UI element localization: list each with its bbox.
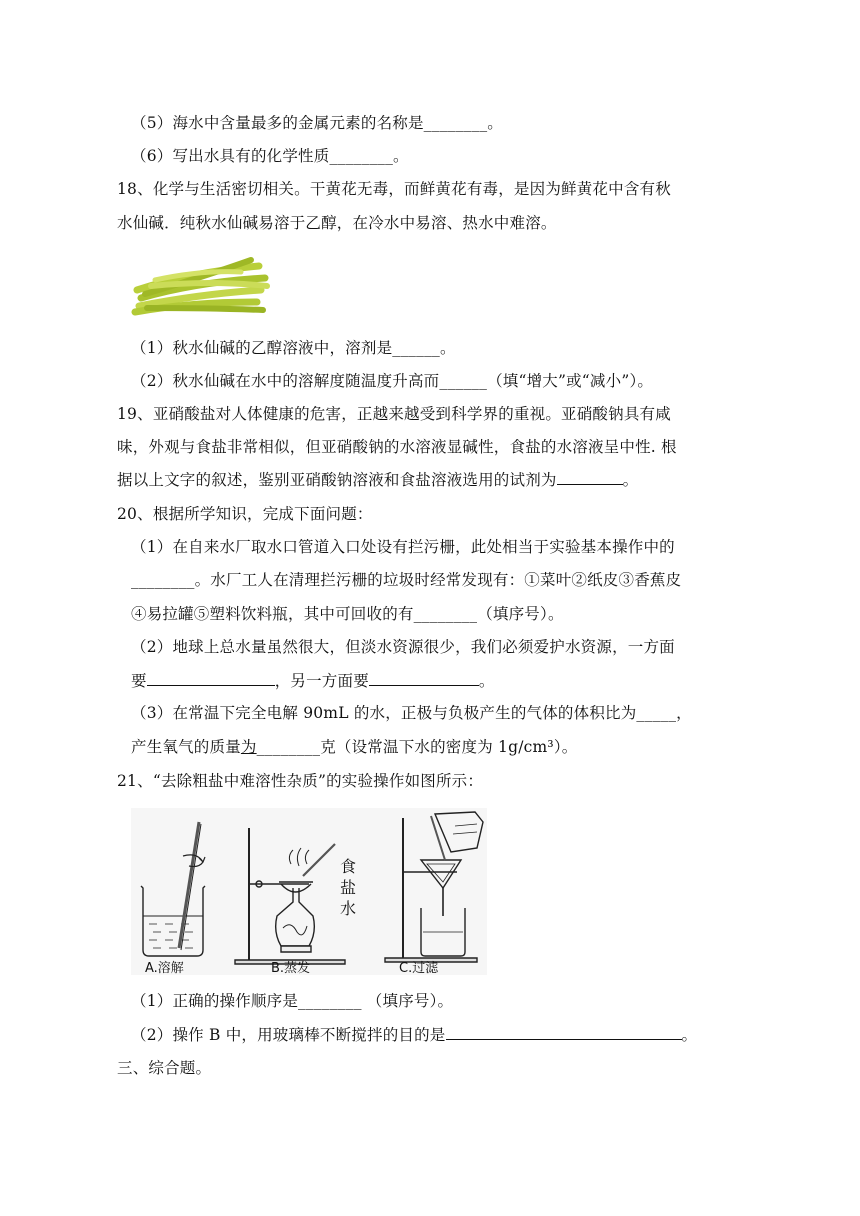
question-18-1: （1）秋水仙碱的乙醇溶液中，溶剂是______。	[131, 339, 456, 357]
question-18-stem-line2: 水仙碱．纯秋水仙碱易溶于乙醇，在冷水中易溶、热水中难溶。	[117, 214, 557, 232]
period: 。	[478, 672, 495, 690]
period: 。	[622, 471, 639, 489]
question-19-line3	[117, 470, 638, 490]
question-20-stem: 20、根据所学知识，完成下面问题：	[117, 505, 373, 523]
side-label-shi: 食	[340, 857, 357, 876]
question-18-2: （2）秋水仙碱在水中的溶解度随温度升高而______（填“增大”或“减小”）。	[131, 372, 654, 390]
question-19-line2: 味，外观与食盐非常相似，但亚硝酸钠的水溶液显碱性，食盐的水溶液呈中性. 根	[117, 438, 677, 456]
salt-purification-figure	[131, 808, 487, 975]
side-label-yan: 盐	[340, 878, 357, 897]
answer-blank	[557, 470, 623, 485]
question-18-stem-line1: 18、化学与生活密切相关。干黄花无毒，而鲜黄花有毒，是因为鲜黄花中含有秋	[117, 180, 671, 198]
question-20-1-line3: ④易拉罐⑤塑料饮料瓶，其中可回收的有________（填序号）。	[131, 605, 564, 623]
side-label-shui: 水	[340, 899, 357, 918]
label-c-filter: C.过滤	[399, 961, 439, 975]
question-20-2-line2	[131, 671, 495, 691]
text-oxygen-mass: 产生氧气的质量	[131, 738, 241, 756]
answer-blank-2	[369, 671, 479, 686]
text-gram: ________克（设常温下水的密度为 1g/cm³）。	[256, 738, 578, 756]
label-a-dissolve: A.溶解	[145, 961, 184, 975]
question-21-2	[131, 1025, 697, 1045]
daylily-image	[131, 250, 271, 320]
question-17-6: （6）写出水具有的化学性质________。	[131, 147, 409, 165]
period: 。	[681, 1026, 698, 1044]
section-three-heading: 三、综合题。	[117, 1059, 212, 1077]
question-21-stem: 21、“去除粗盐中难溶性杂质”的实验操作如图所示：	[117, 772, 484, 790]
question-17-5: （5）海水中含量最多的金属元素的名称是________。	[131, 114, 503, 132]
question-20-2-line1: （2）地球上总水量虽然很大，但淡水资源很少，我们必须爱护水资源，一方面	[131, 638, 675, 656]
text-another: ，另一方面要	[274, 672, 369, 690]
question-20-3-line1: （3）在常温下完全电解 90mL 的水，正极与负极产生的气体的体积比为_____，	[131, 704, 692, 722]
question-20-1-line1: （1）在自来水厂取水口管道入口处设有拦污栅，此处相当于实验基本操作中的	[131, 538, 675, 556]
question-19-line1: 19、亚硝酸盐对人体健康的危害，正越来越受到科学界的重视。亚硝酸钠具有咸	[117, 405, 671, 423]
answer-blank	[446, 1025, 682, 1040]
label-b-evaporate: B.蒸发	[271, 961, 311, 975]
answer-blank-1	[147, 671, 275, 686]
question-21-2-text: （2）操作 B 中，用玻璃棒不断搅拌的目的是	[131, 1026, 446, 1044]
question-20-1-line2: ________。水厂工人在清理拦污栅的垃圾时经常发现有：①菜叶②纸皮③香蕉皮	[131, 571, 682, 589]
question-19-line3-text: 据以上文字的叙述，鉴别亚硝酸钠溶液和食盐溶液选用的试剂为	[117, 471, 557, 489]
text-yao: 要	[131, 672, 147, 690]
question-20-3-line2	[131, 737, 578, 757]
question-21-1: （1）正确的操作顺序是________ （填序号）。	[131, 992, 454, 1010]
text-wei: 为	[240, 738, 257, 756]
